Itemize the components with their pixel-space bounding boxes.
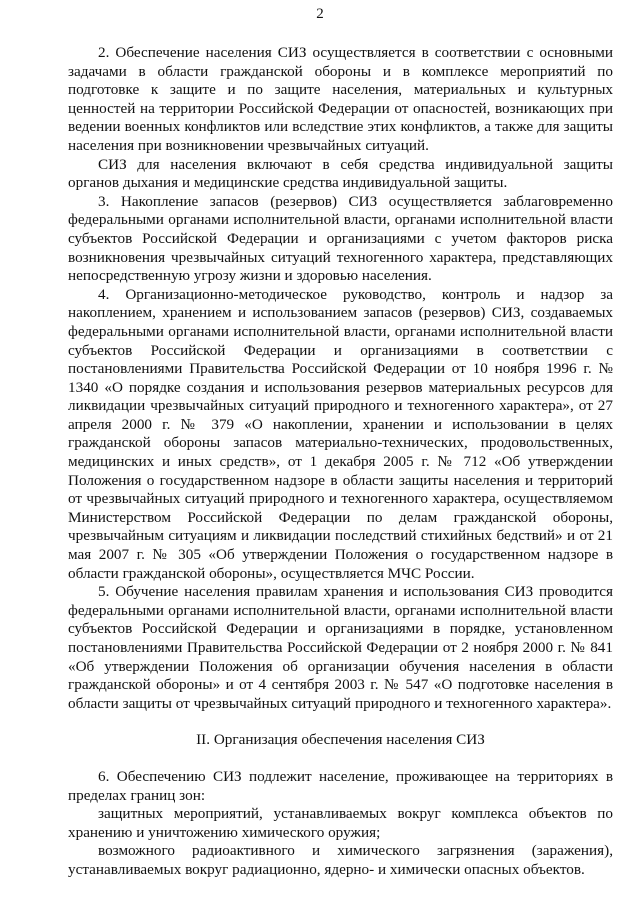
- document-body: [68, 44, 613, 880]
- paragraph-zone-contamination: возможного радиоактивного и химического загрязнения (заражения), устанавливаемых вокруг радиационно, ядерно- и химически опасных объектов.: [68, 842, 613, 878]
- paragraph-4: 4. Организационно-методическое руководство, контроль и надзор за накоплением, хранением и использованием запасов (резервов) СИЗ, создаваемых федеральными органами исполнительной власти, органами исполнительной власти субъектов Российской Федерации и организациями в соответствии с постановлениями Правительства Российской Федерации от 10 ноября 1996 г. № 1340 «О порядке создания и использования резервов материальных ресурсов для ликвидации чрезвычайных ситуаций природного и техногенного характера», от 27 апреля 2000 г. № 379 «О накоплении, хранении и использовании в целях гражданской обороны запасов материально-технических, продовольственных, медицинских и иных средств», от 1 декабря 2005 г. № 712 «Об утверждении Положения о государственном надзоре в области защиты населения и территорий от чрезвычайных ситуаций природного и техногенного характера, осуществляемом Министерством Российской Федерации по делам гражданской обороны, чрезвычайным ситуациям и ликвидации последствий стихийных бедствий» и от 21 мая 2007 г. № 305 «Об утверждении Положения о государственном надзоре в области гражданской обороны», осуществляется МЧС России.: [68, 285, 613, 582]
- paragraph-6: 6. Обеспечению СИЗ подлежит население, проживающее на территориях в пределах границ зон:: [68, 767, 613, 804]
- paragraph-5: 5. Обучение населения правилам хранения и использования СИЗ проводится федеральными органами исполнительной власти, органами исполнительной власти субъектов Российской Федерации и организациями в порядке, установленном постановлениями Правительства Российской Федерации от 2 ноября 2000 г. № 841 «Об утверждении Положения об организации обучения населения в области гражданской обороны» и от 4 сентября 2003 г. № 547 «О подготовке населения в области защиты от чрезвычайных ситуаций природного и техногенного характера».: [68, 583, 613, 712]
- paragraph-2: 2. Обеспечение населения СИЗ осуществляется в соответствии с основными задачами в области гражданской обороны и в комплексе мероприятий по подготовке к защите и по защите населения, материальных и культурных ценностей на территории Российской Федерации от опасностей, возникающих при ведении военных конфликтов или вследствие этих конфликтов, а также для защиты населения при возникновении чрезвычайных ситуаций.: [68, 44, 613, 154]
- paragraph-zone-protective: защитных мероприятий, устанавливаемых вокруг комплекса объектов по хранению и уничтожению химического оружия;: [68, 805, 613, 841]
- page-number: 2: [316, 6, 324, 22]
- section-heading: II. Организация обеспечения населения СИЗ: [196, 731, 485, 749]
- paragraph-siz-includes: СИЗ для населения включают в себя средства индивидуальной защиты органов дыхания и медицинские средства индивидуальной защиты.: [68, 155, 613, 192]
- paragraph-3: 3. Накопление запасов (резервов) СИЗ осуществляется заблаговременно федеральными органами исполнительной власти, органами исполнительной власти субъектов Российской Федерации и организациями с учетом факторов риска возникновения чрезвычайных ситуаций техногенного характера, представляющих непосредственную угрозу жизни и здоровью населения.: [68, 192, 613, 285]
